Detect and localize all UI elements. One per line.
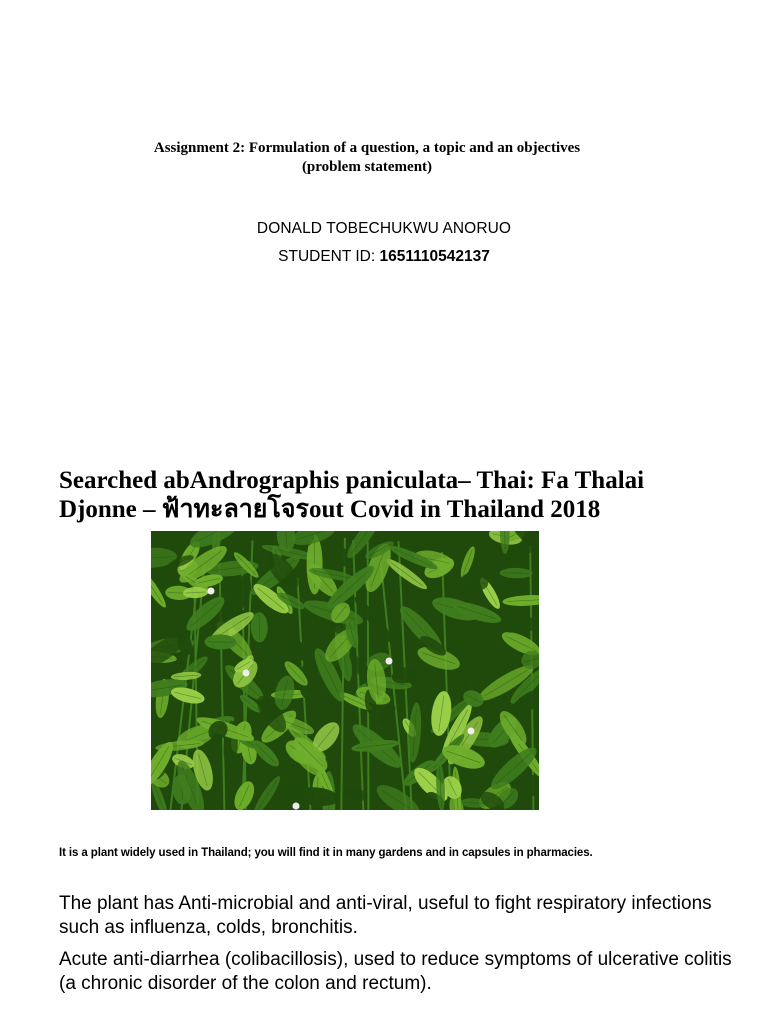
student-id-label: STUDENT ID: — [278, 248, 380, 265]
heading-line1: Searched abAndrographis paniculata– Thai: Fa Thalai — [59, 467, 645, 494]
assignment-title-line2: (problem statement) — [301, 159, 433, 175]
heading-line2 — [59, 495, 749, 524]
plant-photo-icon — [151, 531, 539, 810]
section-heading — [59, 466, 749, 524]
photo-caption: It is a plant widely used in Thailand; you will find it in many gardens and in capsules in pharmacies. — [59, 847, 593, 859]
paragraph-antidiarrhea: Acute anti-diarrhea (colibacillosis), used to reduce symptoms of ulcerative colitis (a chronic disorder of the colon and rectum). — [59, 949, 732, 994]
andrographis-plant-photo — [151, 531, 539, 810]
heading-line2-part1: Djonne – — [59, 496, 162, 523]
student-id-value: 1651110542137 — [379, 248, 490, 265]
heading-line2-part2: out Covid in Thailand 2018 — [308, 496, 601, 523]
assignment-title-line1: Assignment 2: Formulation of a question, a topic and an objectives — [153, 140, 581, 156]
paragraph-antiviral: The plant has Anti-microbial and anti-viral, useful to fight respiratory infections such as influenza, colds, bronchitis. — [59, 893, 712, 938]
student-id-line — [0, 248, 768, 266]
heading-thai-name: ฟ้าทะลายโจร — [161, 495, 309, 523]
assignment-title — [0, 139, 734, 177]
author-name: DONALD TOBECHUKWU ANORUO — [256, 220, 512, 237]
